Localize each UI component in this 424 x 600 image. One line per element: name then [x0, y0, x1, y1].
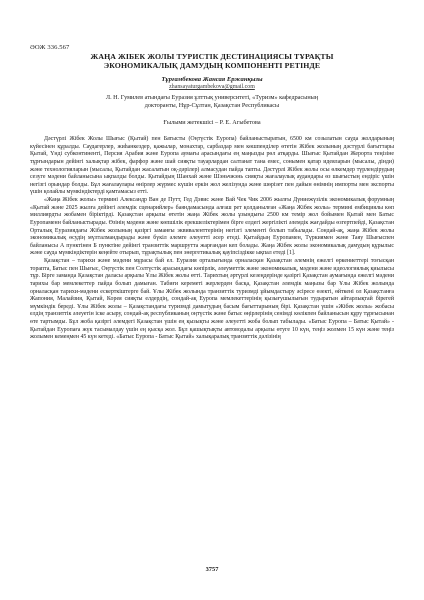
scientific-supervisor: Ғылыми жетекшісі – Р. Е. Агыбетова	[163, 119, 261, 126]
article-body	[30, 136, 394, 342]
body-paragraph-1: Дәстүрлі Жібек Жолы Шығыс (Қытай) пен Батысты (Оңтүстік Еуропа) байланыстыратын, 6500 км созылатын сауда жолдарының күйесінен құралды. Саудагерлер, жиһанкездер, қажылар, монахтар, сарбаздар мен көшпенділер өтетін Жібек жолының дәстүрлі бағыттары Қытай, Үнді субконтиненті, Персия Арабия және Еуропа аумағы арасындағы ең маңызды рөл атқарды. Шығыс Қытайдан Жерорта теңізіне тұрғындарын дейінгі халықтар жібек, фарфор және шай сияқты тауарлардан салтанат тана емес, сонымен қатар идеяларын (мысалы, дінди) және технологияларын (мысалы, Қытайдан жасалатын оқ-дәрілер) алмасудан пайда тапты. Дәстүрлі Жібек жолы осы өлкемдер түрлендірудың сезуге мәдени байланысына ықпалды болды. Қытайдың Шанхай және Шэньчжэнь сияқты жағалаулық аудандары өз шығыстың ендіріс үшін негізгі орындар болды. Бұл жағалаулары өнірлер жүрмес күшін еркін жол желізунда және шөрізет пен дайын өнімнің импорты мен экспорты үшін қолайлы мүмкіндіктерді қамтамасыз етті.	[30, 136, 394, 196]
body-paragraph-2: «Жаңа Жібек жолы» термині Александр Ван де Путт, Гед Дэвис және Вай Чек Чик 2006 жылғы Дүниежүзілік экономикалық форумның «Қытай және 2025 жылға дейінгі әлемдік сценарийлер» баяндамасында алғаш рет қолданылған «Жаңа Жібек жолы» термині ембициялы көп миллиярдты жобамен біріктірді. Қазақстан арқылы өтетін жаңа Жібек жолы ұзындығы 2500 км темір жол бойымен Қытай мен Батыс Еуропаменн байланыстырады. Өзінің мәдени және көпшілік ерекшеліктерімен бірге елдегі жергілікті әлемдік жағдайды өзгертпейді, Қазақстан Орталық Еуразиядағы Жібек жолының қазіргі заманғы эквиваленттерінің негізгі элементі болып табылады. Сондай-ақ, жаңа Жібек жолы экономикалық өсудің мүлталмандырады және бүкіл әлемге әлеуетті әсер етеді. Қытайдың Еуропамен, Түркиямен және Таяу Шығыспен байланысы А пунктінен Б пунктіне дейінгі транзиттік маршрутта жарғандан кеп болады. Жаңа Жібек жолы экономикалық дамудың құрылыс және сауда мүмкіндіктерін кеңейте отырып, тұрақтылық пен энергетикалық қауіпсіздікке ықпал етеді [1].	[30, 197, 394, 257]
body-paragraph-3: Қазақстан – тарихи және мәдени мұрасы бай ел. Еуразия орталығында орналасқан Қазақстан әлемнің ежелгі өркениеттері тоғысқан торапта, Батыс пен Шығыс, Оңтүстік пен Солтүстік арасындағы көпірлік, әлеуметтік және экономикалық, мәдени және идеологиялық қиылысы тұр. Бірге заманда Қазақстан даласы арқылы Ұлы Жібек жолы өтті. Тарихтың әртүрлі кезеңдерінде қазіргі Қазақстан аумағында ежелгі мәдени тарихы бар мемлекеттер пайда болып дамыған. Табиғи кереметі жерлерден басқа, Қазақстан әлемдік маңызы бар Ұлы Жібек жолында орналасқан тарихи-мәдени ескерткіштерге бай. Ұлы Жібек жолында транзиттік туризмді ұйымдастыру әсіресе өзекті, өйткені ол Қазақстанға Жапония, Малайзия, Қытай, Корея сияқты елдердің, сондай-ақ Еуропа мемлекеттерінің қызығушылығын тудыратын айтарлықтай бірегей мүмкіндік береді. Ұлы Жібек жолы – Қазақстандағы туризмді дамытудың басым бағыттарының бірі. Қазақстан үшін «Жібек жолы» жобасы елдің транзиттік әлеуетін іске асыру, сондай-ақ республиканың оңтүстік және батыс өңірлерінің сенімді көлікпен байланысын құру тұрғысынан өте тартымды. Бұл жоба қазіргі әлемдегі Қазақстан үшін ең қызықты және әлеуетті жоба болып табылады. «Батыс Еуропа – Батыс Қытай» - Қытайдан Еуропаға жүк тасымалдау үшін ең қысқа жол. Бұл қашықтықты автоводалы арқылы өтуге 10 күн, теңіз жолмен 15 күн және теңіз жолымен кемеңмен 45 күн кетеді. «Батыс Еуропа - Батыс Қытай» халықаралық транзиттік дәлізінің	[30, 258, 394, 341]
author-affiliation	[30, 94, 394, 110]
affiliation-line-2: докторанты, Нұр-Сұлтан, Қазақстан Республикасы	[144, 102, 280, 110]
page-number: 3757	[205, 566, 219, 573]
affiliation-line-1: Л. Н. Гумилев атындағы Еуразия ұлттық университеті, «Туризм» кафедрасының	[105, 94, 319, 101]
author-name: Тұрғамбекова Жансая Ержанқызы	[161, 76, 263, 83]
article-title	[30, 52, 394, 70]
title-line-1: ЖАҢА ЖІБЕК ЖОЛЫ ТУРИСТІК ДЕСТИНАЦИЯСЫ ТҰРАҚТЫ	[90, 52, 334, 61]
title-line-2: ЭКОНОМИКАЛЫҚ ДАМУДЫҢ КОМПОНЕНТІ РЕТІНДЕ	[103, 61, 321, 70]
udc-code: ӘОЖ 336.567	[30, 44, 70, 51]
author-email-link[interactable]: zhansayaturgambekova@gmail.com	[169, 84, 255, 90]
